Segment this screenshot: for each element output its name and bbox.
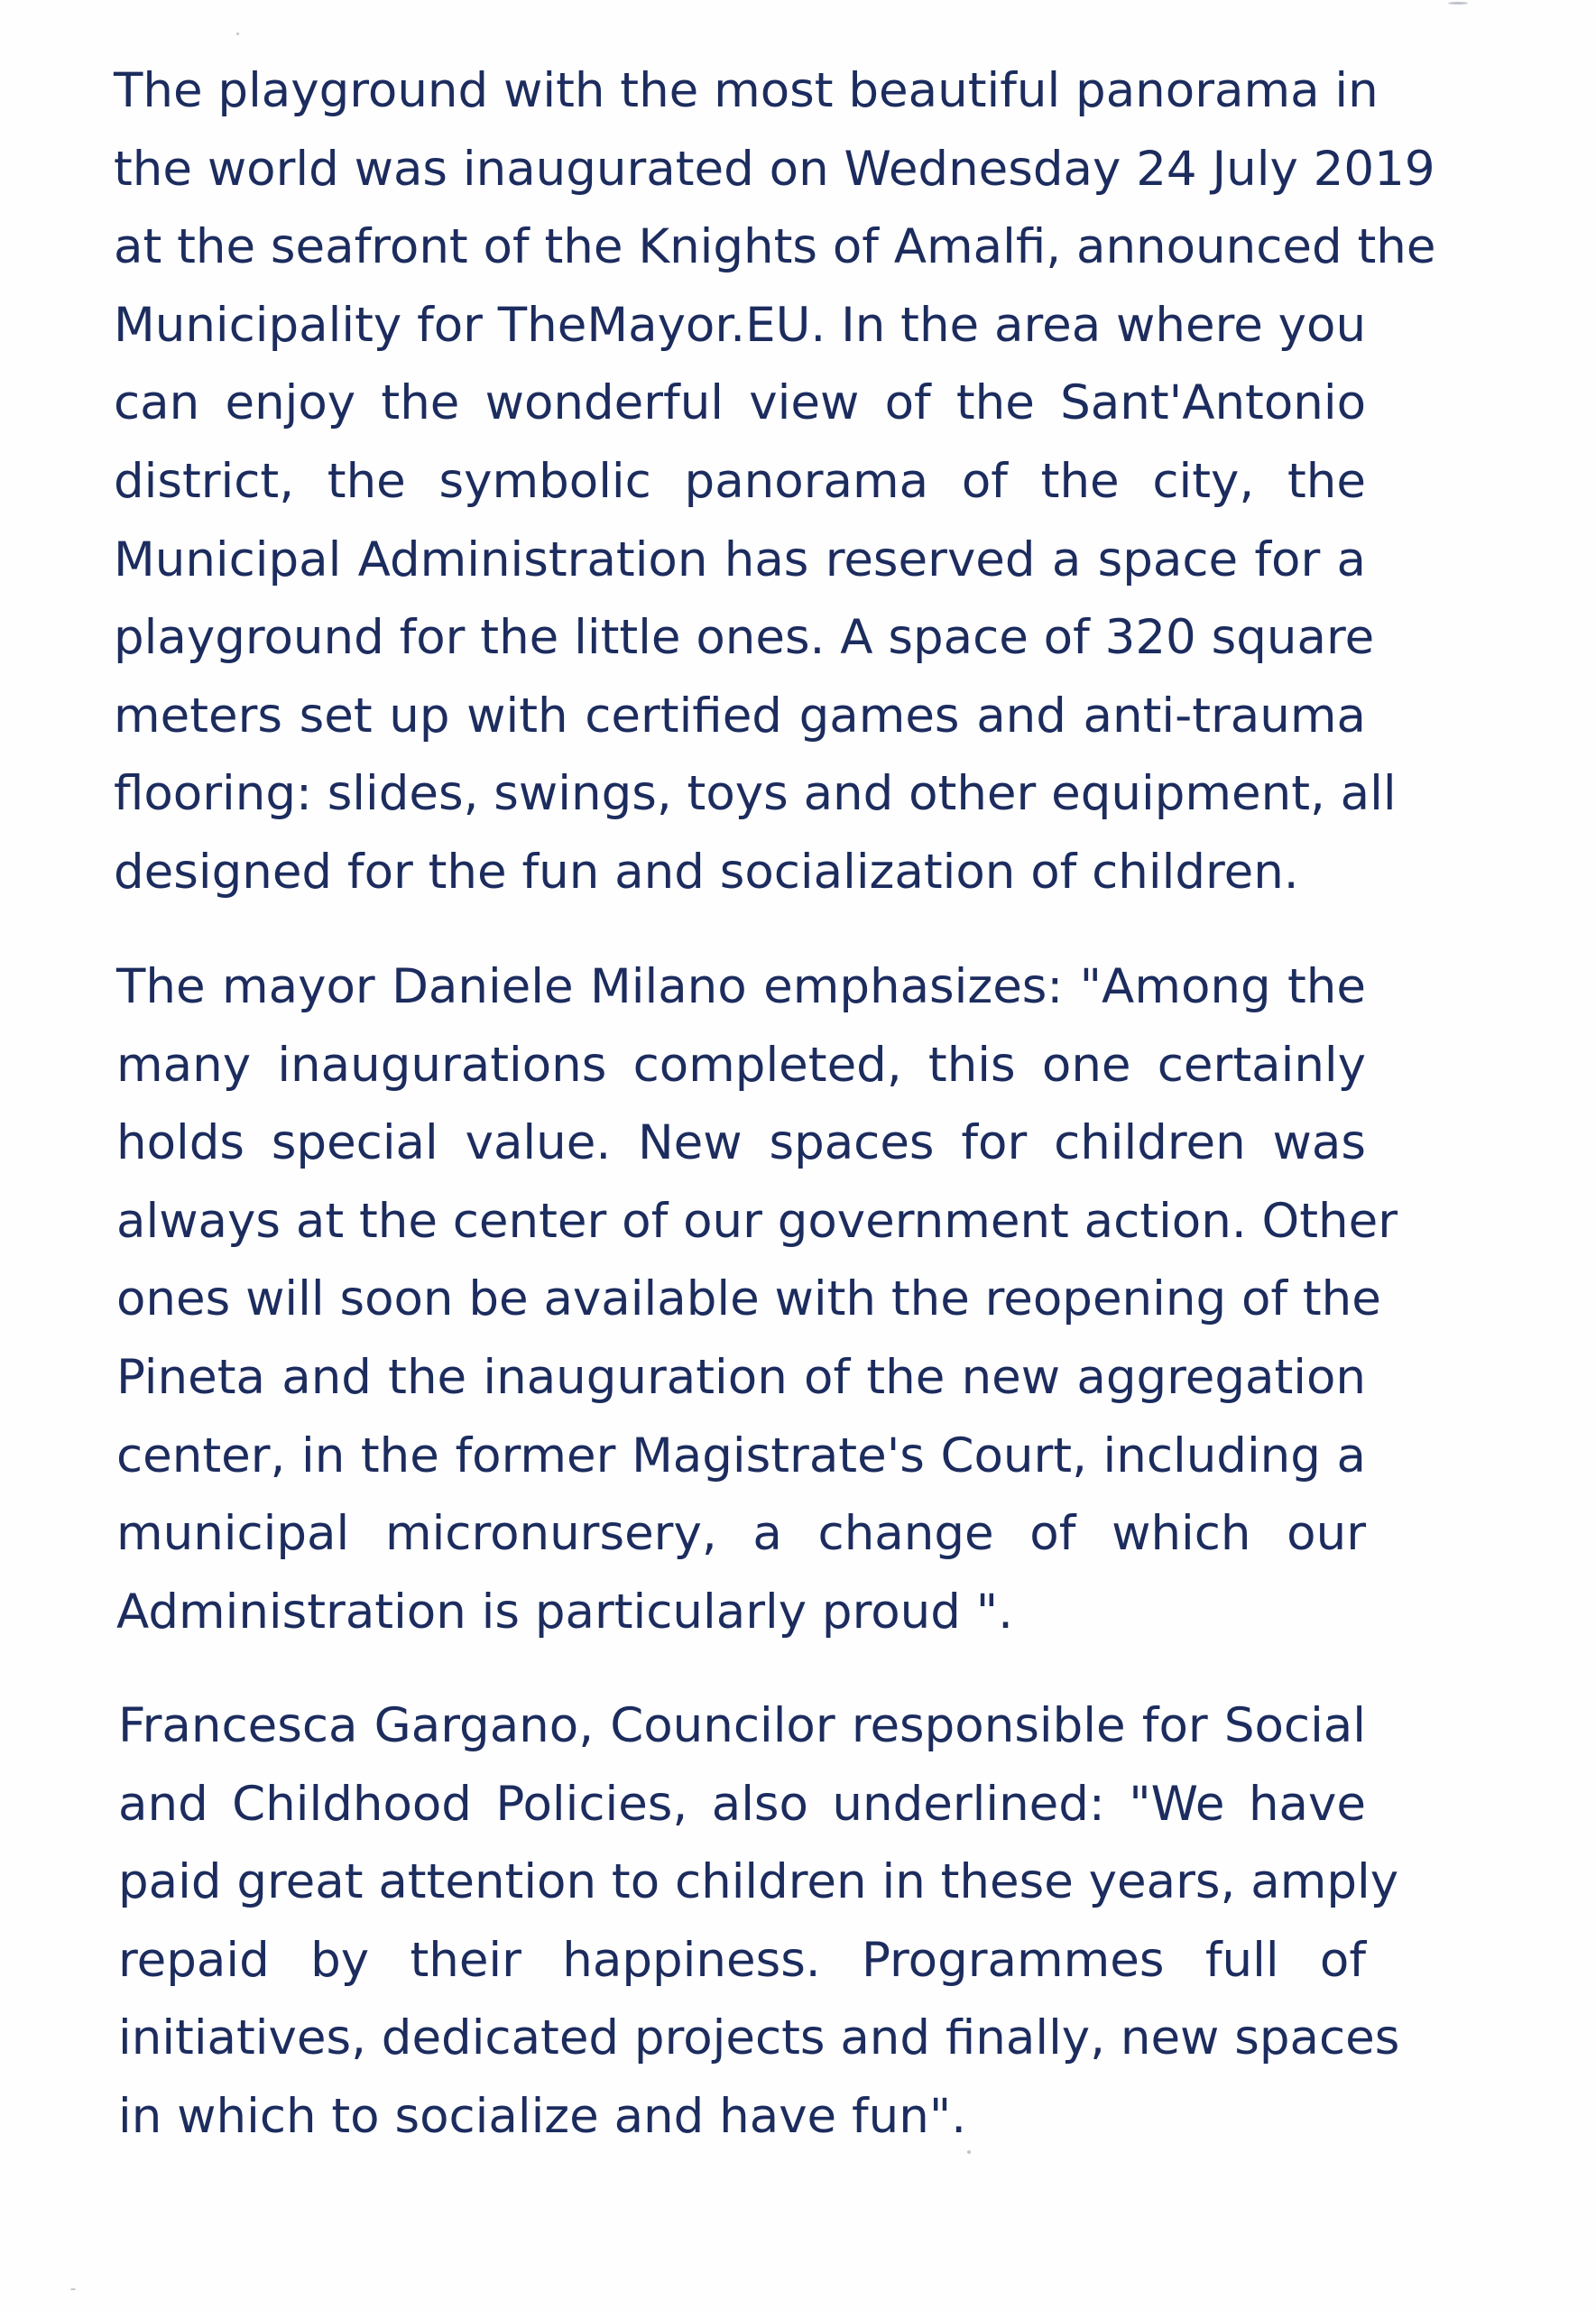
- text-line: and Childhood Policies, also underlined: "We have: [118, 1776, 1366, 1832]
- text-line: at the seafront of the Knights of Amalfi, announced the: [114, 219, 1436, 275]
- text-line: The mayor Daniele Milano emphasizes: "Among the: [116, 959, 1366, 1014]
- text-line: meters set up with certified games and anti-trauma: [114, 688, 1366, 744]
- scan-speck: [70, 2288, 76, 2290]
- paragraph-mayor-quote: [116, 948, 1398, 1651]
- text-line: the world was inaugurated on Wednesday 24 July 2019: [114, 141, 1435, 197]
- text-line: can enjoy the wonderful view of the Sant'Antonio: [114, 375, 1366, 431]
- text-line: district, the symbolic panorama of the city, the: [114, 453, 1366, 509]
- text-line: flooring: slides, swings, toys and other equipment, all: [114, 766, 1397, 822]
- text-line: Municipal Administration has reserved a space for a: [114, 531, 1366, 587]
- text-line: repaid by their happiness. Programmes full of: [118, 1932, 1366, 1988]
- text-line: initiatives, dedicated projects and finally, new spaces: [118, 2010, 1400, 2066]
- paragraph-playground-inauguration: [114, 52, 1436, 912]
- text-line: many inaugurations completed, this one certainly: [116, 1037, 1366, 1093]
- text-line: designed for the fun and socialization of children.: [114, 844, 1299, 900]
- text-line: playground for the little ones. A space of 320 square: [114, 610, 1375, 666]
- scan-speck: [967, 2150, 971, 2154]
- text-line: holds special value. New spaces for children was: [116, 1115, 1366, 1171]
- paragraph-councilor-quote: [118, 1687, 1400, 2157]
- scan-speck: [1448, 2, 1468, 5]
- text-line: always at the center of our government action. Other: [116, 1193, 1398, 1249]
- text-line: Municipality for TheMayor.EU. In the area where you: [114, 297, 1367, 353]
- text-line: Francesca Gargano, Councilor responsible for Social: [118, 1698, 1366, 1753]
- text-line: paid great attention to children in these years, amply: [118, 1854, 1399, 1910]
- text-line: Pineta and the inauguration of the new aggregation: [116, 1349, 1366, 1405]
- text-line: The playground with the most beautiful panorama in: [114, 63, 1379, 118]
- scan-speck: [236, 32, 239, 35]
- text-line: ones will soon be available with the reopening of the: [116, 1271, 1381, 1327]
- text-line: Administration is particularly proud ".: [116, 1584, 1013, 1640]
- text-line: center, in the former Magistrate's Court, including a: [116, 1428, 1366, 1483]
- text-line: municipal micronursery, a change of which our: [116, 1506, 1366, 1562]
- text-line: in which to socialize and have fun".: [118, 2088, 967, 2144]
